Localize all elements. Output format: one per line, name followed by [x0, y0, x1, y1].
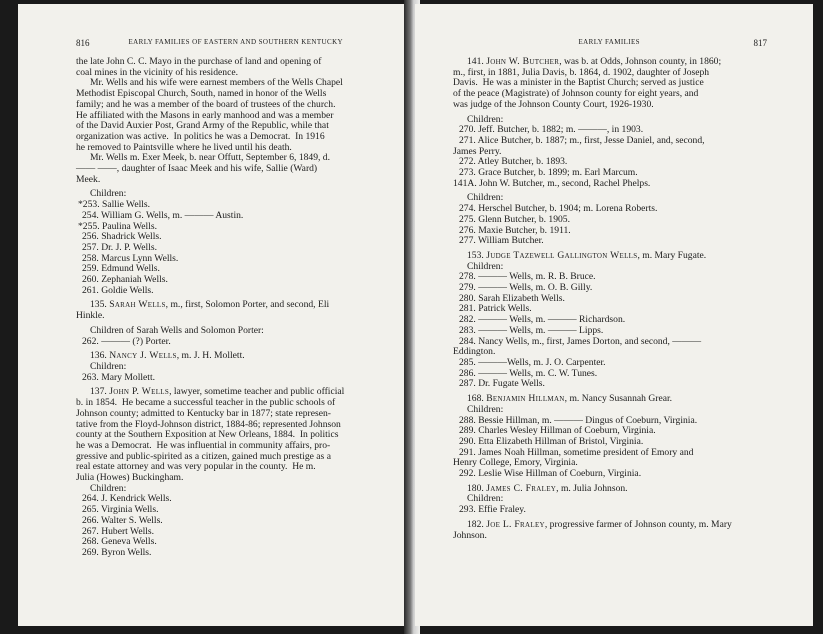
left-text-line: 136. Nancy J. Wells, m. J. H. Mollett. [90, 350, 245, 362]
right-text-line: of the peace (Magistrate) of Johnson county for eight years, and [453, 88, 699, 100]
left-text-line: Mr. Wells and his wife were earnest members of the Wells Chapel [90, 77, 343, 89]
left-text-line: 266. Walter S. Wells. [82, 514, 163, 526]
left-page [18, 4, 408, 626]
left-text-line: Methodist Episcopal Church, South, named in honor of the Wells [76, 88, 327, 100]
left-text-line: —— ——, daughter of Isaac Meek and his wife, Sallie (Ward) [76, 163, 318, 175]
right-text-line: 293. Effie Fraley. [459, 504, 526, 516]
right-text-line: 282. ——— Wells, m. ——— Richardson. [459, 314, 626, 326]
left-text-line: gressive and public-spirited as a citizen, gained much prestige as a [76, 450, 331, 462]
left-text-line: 262. ——— (?) Porter. [82, 335, 171, 347]
right-text-line: 286. ——— Wells, m. C. W. Tunes. [459, 367, 598, 379]
left-text-line: 269. Byron Wells. [82, 546, 152, 558]
right-text-line: 288. Bessie Hillman, m. ——— Dingus of Coeburn, Virginia. [459, 414, 698, 426]
right-text-line: 276. Maxie Butcher, b. 1911. [459, 224, 571, 236]
right-text-line: 285. ———Wells, m. J. O. Carpenter. [459, 356, 606, 368]
right-running-head: EARLY FAMILIES [578, 38, 640, 46]
left-text-line: 135. Sarah Wells, m., first, Solomon Porter, and second, Eli [90, 299, 330, 311]
right-text-line: 280. Sarah Elizabeth Wells. [459, 292, 565, 304]
left-text-line: He affiliated with the Masons in early manhood and was a member [76, 109, 334, 121]
left-text-line: b. in 1854. He became a successful teacher in the public schools of [76, 397, 336, 409]
left-text-line: Mr. Wells m. Exer Meek, b. near Offutt, September 6, 1849, d. [90, 152, 331, 164]
left-text-line: Children: [90, 360, 127, 372]
left-text-line: 254. William G. Wells, m. ——— Austin. [82, 209, 244, 221]
left-text-line: Children: [90, 482, 127, 494]
left-text-line: he was a Democrat. He was influential in community affairs, pro- [76, 439, 331, 451]
left-text-line: real estate attorney and was very popular in the county. He m. [76, 461, 316, 473]
left-text-line: family; and he was a member of the board of trustees of the church. [76, 98, 336, 110]
left-text-line: Children of Sarah Wells and Solomon Porter: [90, 324, 264, 336]
right-text-line: 271. Alice Butcher, b. 1887; m., first, Jesse Daniel, and, second, [459, 134, 705, 146]
left-text-line: 258. Marcus Lynn Wells. [82, 252, 179, 264]
left-text-line: county at the Southern Exposition at New Orleans, 1884. In politics [76, 429, 339, 441]
right-text-line: 141. John W. Butcher, was b. at Odds, Johnson county, in 1860; [467, 56, 722, 67]
right-text-line: 273. Grace Butcher, b. 1899; m. Earl Marcum. [459, 167, 638, 179]
left-text-line: 267. Hubert Wells. [82, 525, 155, 537]
right-page-number: 817 [753, 38, 767, 48]
right-text-line: 153. Judge Tazewell Gallington Wells, m. Mary Fugate. [467, 249, 707, 261]
right-text-line: 290. Etta Elizabeth Hillman of Bristol, Virginia. [459, 435, 644, 447]
right-text-line: Children: [467, 192, 504, 204]
right-text-line: m., first, in 1881, Julia Davis, b. 1864, d. 1902, daughter of Joseph [453, 66, 710, 78]
left-text-line: Julia (Howes) Buckingham. [76, 472, 184, 484]
right-text-line: Henry College, Emory, Virginia. [453, 457, 578, 469]
right-text-line: Children: [467, 403, 504, 415]
right-text-line: 168. Benjamin Hillman, m. Nancy Susannah Grear. [467, 393, 673, 405]
left-text-line: 137. John P. Wells, lawyer, sometime teacher and public official [90, 386, 345, 398]
right-text-line: 141A. John W. Butcher, m., second, Rachel Phelps. [453, 177, 651, 189]
right-text-line: 279. ——— Wells, m. O. B. Gilly. [459, 282, 593, 294]
left-page-number: 816 [76, 38, 90, 48]
right-text-line: Eddington. [453, 346, 496, 358]
right-text-line: Children: [467, 260, 504, 272]
right-text-line: 277. William Butcher. [459, 235, 544, 247]
left-text-line: of the David Auxier Post, Grand Army of the Republic, while that [76, 120, 329, 132]
left-text-line: *253. Sallie Wells. [78, 199, 151, 211]
left-page-body [76, 57, 394, 559]
right-text-line: James Perry. [453, 145, 502, 157]
right-text-line: Johnson. [453, 529, 487, 541]
right-page [415, 4, 813, 626]
left-text-line: tative from the Floyd-Johnson district, 1884-86; represented Johnson [76, 418, 341, 430]
left-text-line: 261. Goldie Wells. [82, 284, 154, 296]
right-text-line: 291. James Noah Hillman, sometime president of Emory and [459, 446, 694, 458]
left-text-line: Meek. [76, 173, 101, 185]
left-text-line: 257. Dr. J. P. Wells. [82, 241, 158, 253]
left-text-line: 263. Mary Mollett. [82, 371, 156, 383]
left-text-line: 265. Virginia Wells. [82, 504, 159, 516]
right-text-line: Children: [467, 113, 504, 125]
left-page-header [76, 38, 394, 48]
right-text-line: Children: [467, 493, 504, 505]
right-text-line: Davis. He was a minister in the Baptist Church; served as justice [453, 77, 704, 89]
left-text-line: Children: [90, 188, 127, 200]
right-text-line: 284. Nancy Wells, m., first, James Dorton, and second, ——— [459, 335, 702, 347]
left-running-head: EARLY FAMILIES OF EASTERN AND SOUTHERN KENTUCKY [128, 38, 343, 46]
right-text-line: 283. ——— Wells, m. ——— Lipps. [459, 324, 604, 336]
right-text-line: 272. Atley Butcher, b. 1893. [459, 156, 568, 168]
right-page-header [453, 38, 767, 48]
right-text-line: 281. Patrick Wells. [459, 303, 532, 315]
left-text-line: organization was active. In politics he was a Democrat. In 1916 [76, 130, 325, 142]
right-text-line: 278. ——— Wells, m. R. B. Bruce. [459, 271, 596, 283]
left-text-line: 259. Edmund Wells. [82, 263, 160, 275]
left-text-line: 268. Geneva Wells. [82, 536, 157, 548]
left-text-line: Johnson county; admitted to Kentucky bar in 1877; state represen- [76, 407, 331, 419]
right-text-line: was judge of the Johnson County Court, 1926-1930. [453, 98, 654, 110]
right-text-line: 289. Charles Wesley Hillman of Coeburn, Virginia. [459, 425, 656, 437]
left-text-line: *255. Paulina Wells. [78, 220, 157, 232]
right-text-line: 270. Jeff. Butcher, b. 1882; m. ———, in 1903. [459, 124, 644, 136]
left-text-line: Hinkle. [76, 310, 105, 322]
left-text-line: 260. Zephaniah Wells. [82, 274, 168, 286]
left-text-line: 264. J. Kendrick Wells. [82, 493, 172, 505]
right-text-line: 180. James C. Fraley, m. Julia Johnson. [467, 482, 628, 494]
right-text-line: 287. Dr. Fugate Wells. [459, 378, 545, 390]
left-text-line: the late John C. C. Mayo in the purchase of land and opening of [76, 56, 322, 67]
right-page-body [453, 57, 767, 541]
right-text-line: 274. Herschel Butcher, b. 1904; m. Lorena Roberts. [459, 203, 658, 215]
left-text-line: he removed to Paintsville where he lived until his death. [76, 141, 292, 153]
right-text-line: 292. Leslie Wise Hillman of Coeburn, Virginia. [459, 468, 642, 480]
left-text-line: coal mines in the vicinity of his residence. [76, 66, 238, 78]
right-text-line: 275. Glenn Butcher, b. 1905. [459, 213, 570, 225]
right-text-line: 182. Joe L. Fraley, progressive farmer of Johnson county, m. Mary [467, 518, 732, 530]
left-text-line: 256. Shadrick Wells. [82, 231, 162, 243]
